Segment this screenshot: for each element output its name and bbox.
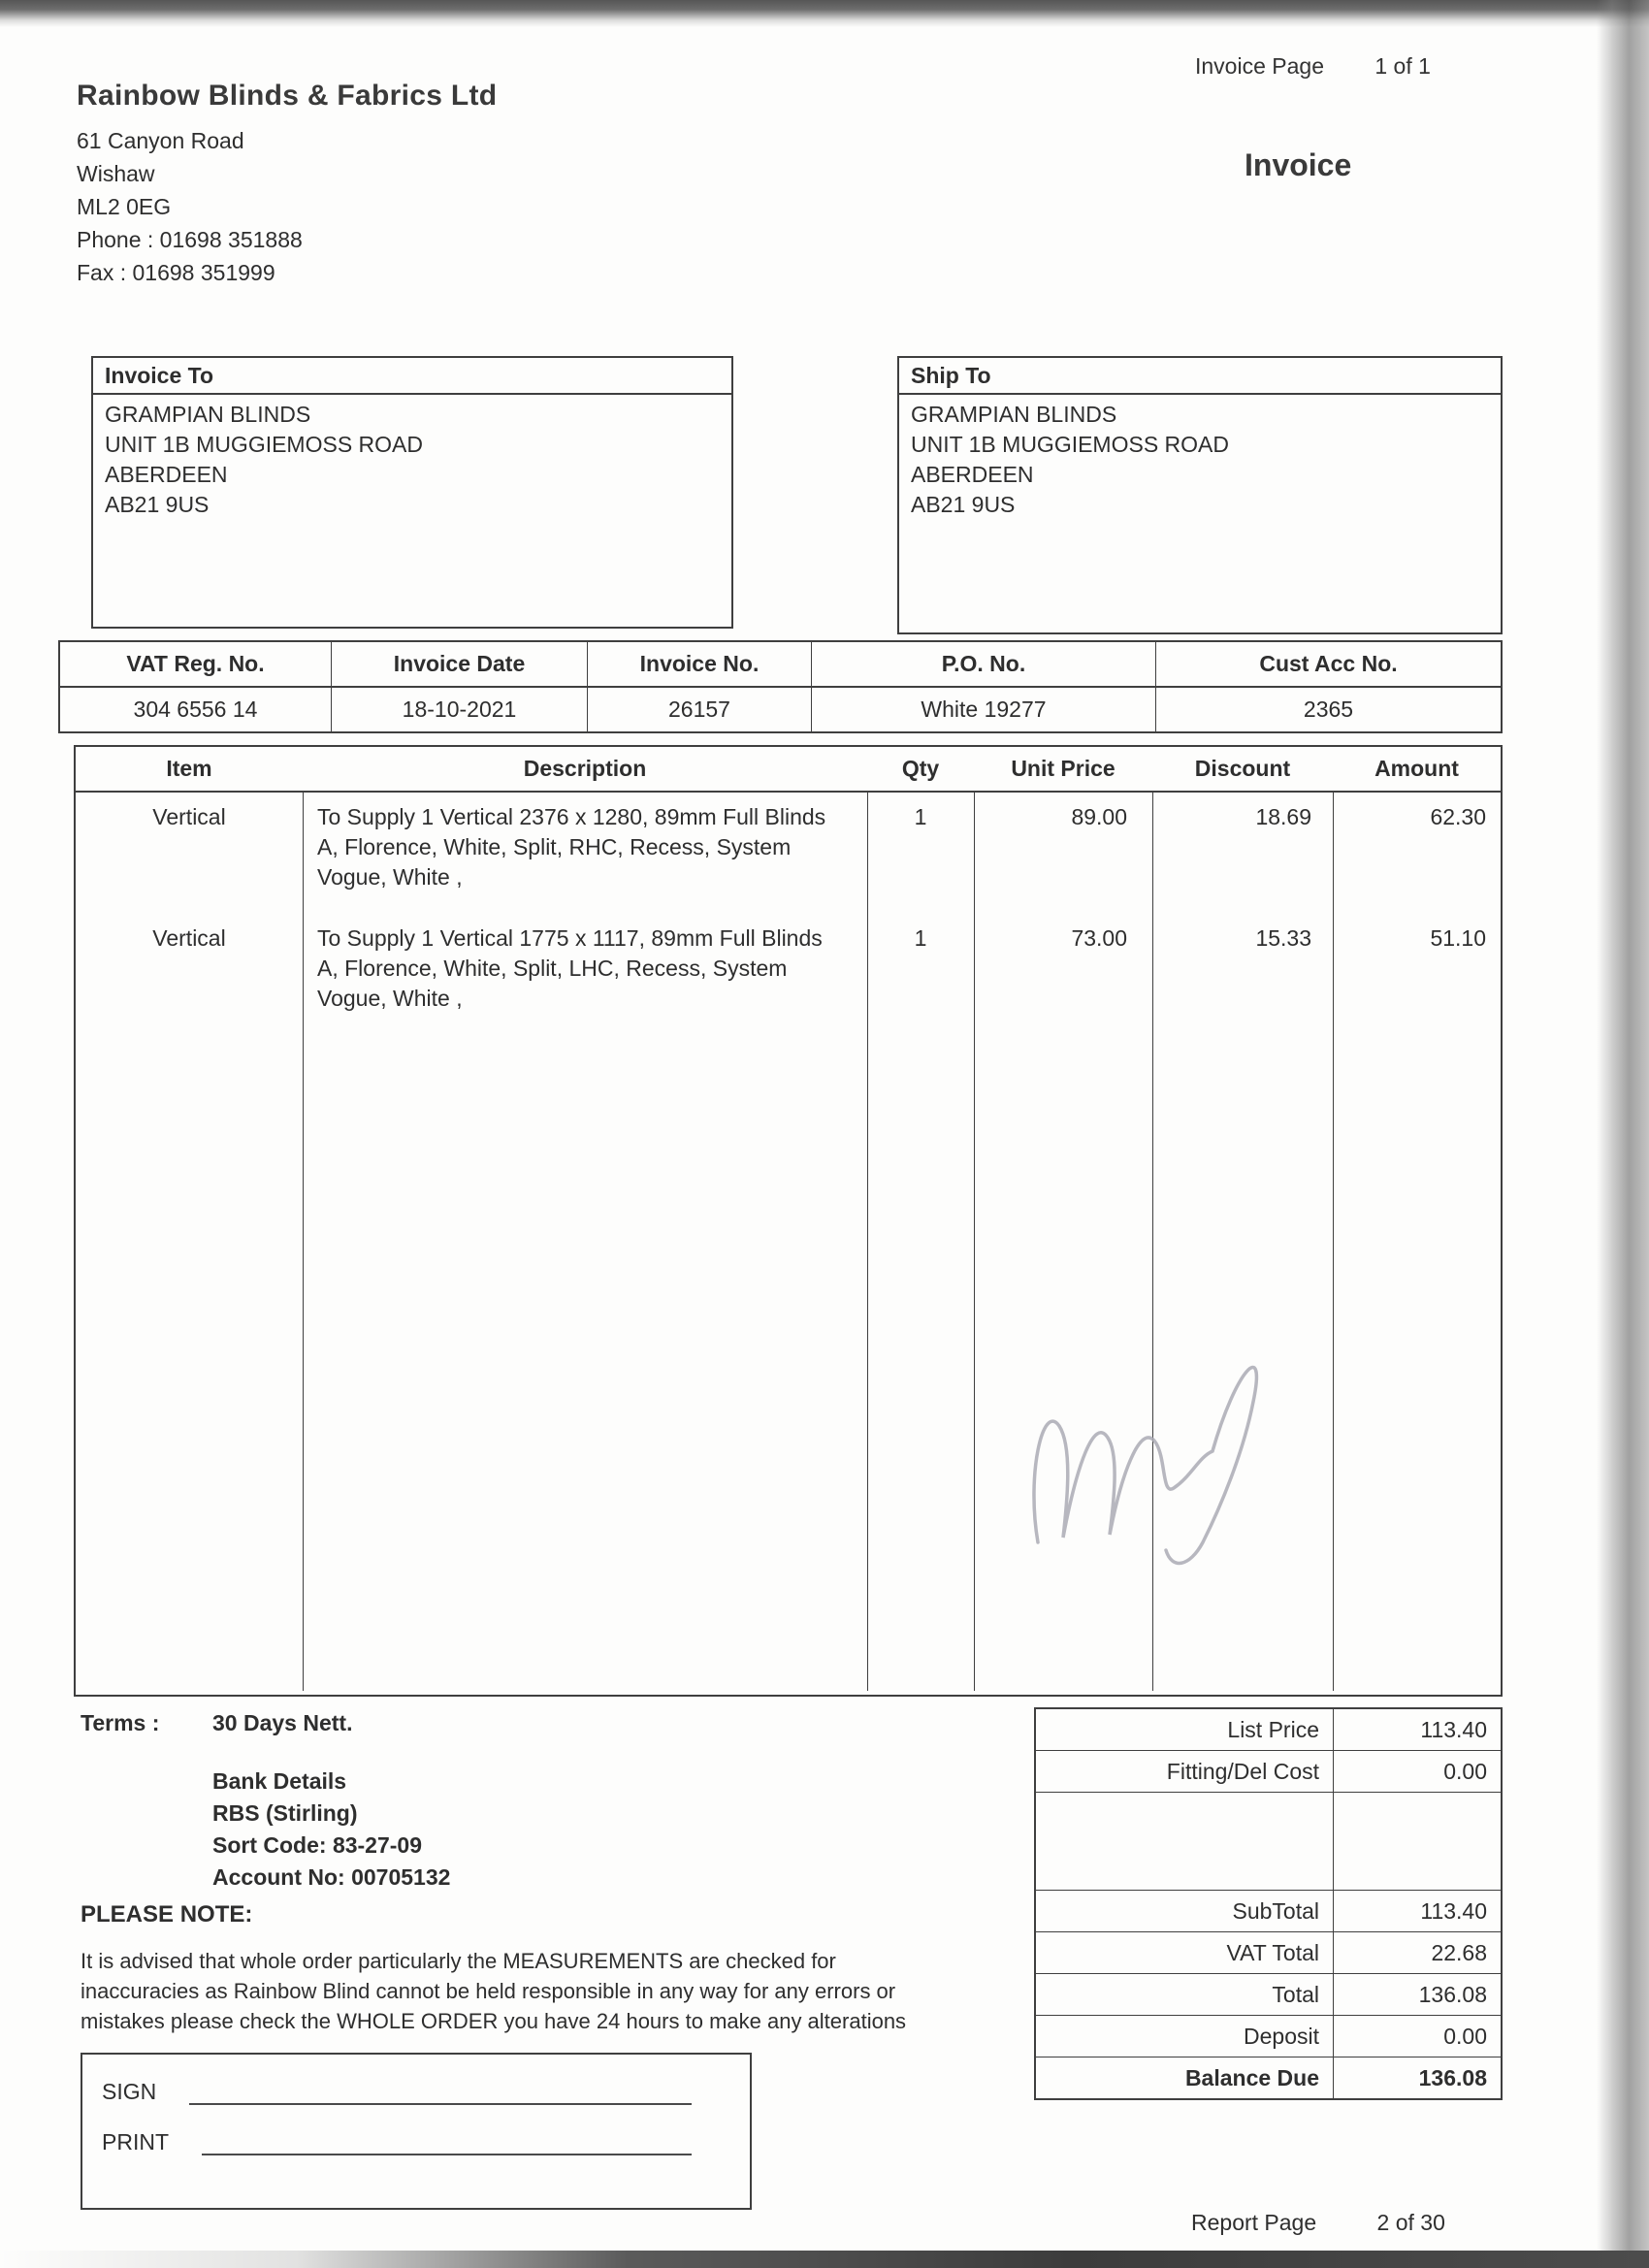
terms-label: Terms : [81, 1710, 160, 1735]
invoice-page-label: Invoice Page [1195, 53, 1324, 79]
header-item: Item [166, 756, 212, 781]
item-description: To Supply 1 Vertical 1775 x 1117, 89mm Full Blinds A, Florence, White, Split, LHC, Recess, System Vogue, White , [317, 925, 823, 1011]
scanner-edge-right [1597, 0, 1649, 2268]
print-line[interactable] [202, 2124, 692, 2155]
totals-label: Total [1036, 1974, 1334, 2015]
report-page-value: 2 of 30 [1376, 2210, 1445, 2235]
totals-row-vat-total [1036, 1932, 1501, 1974]
totals-label: SubTotal [1036, 1891, 1334, 1931]
totals-value: 136.08 [1418, 1982, 1487, 2007]
address-line: ABERDEEN [911, 462, 1034, 487]
totals-label: Fitting/Del Cost [1036, 1751, 1334, 1792]
totals-value: 113.40 [1420, 1717, 1487, 1742]
item-amount: 62.30 [1430, 804, 1486, 829]
invoice-details-header-row [60, 642, 1501, 688]
item-discount: 15.33 [1255, 925, 1311, 951]
header-po-no: P.O. No. [812, 642, 1156, 688]
totals-spacer-value [1334, 1793, 1501, 1890]
header-description: Description [523, 756, 647, 781]
totals-row-deposit [1036, 2016, 1501, 2057]
address-line: GRAMPIAN BLINDS [911, 402, 1117, 427]
address-line: AB21 9US [911, 492, 1016, 517]
terms-value: 30 Days Nett. [212, 1710, 353, 1735]
totals-spacer-label [1036, 1793, 1334, 1890]
invoice-details-table [58, 640, 1503, 733]
company-address-line: Wishaw [77, 161, 155, 186]
invoice-page-indicator [1195, 53, 1431, 80]
please-note-text [81, 1946, 992, 2036]
invoice-to-box [91, 356, 733, 629]
print-label: PRINT [102, 2129, 169, 2155]
totals-row-subtotal [1036, 1891, 1501, 1932]
item-description: To Supply 1 Vertical 2376 x 1280, 89mm Full Blinds A, Florence, White, Split, RHC, Recess, System Vogue, White , [317, 804, 826, 890]
totals-label: VAT Total [1036, 1932, 1334, 1973]
header-discount: Discount [1194, 756, 1291, 781]
sign-label: SIGN [102, 2079, 157, 2104]
item-discount: 18.69 [1255, 804, 1311, 829]
header-qty: Qty [901, 756, 940, 781]
handwritten-signature [999, 1310, 1290, 1581]
address-line: AB21 9US [105, 492, 210, 517]
item-unit-price: 89.00 [1071, 804, 1127, 829]
ship-to-address [899, 395, 1501, 525]
address-line: UNIT 1B MUGGIEMOSS ROAD [105, 432, 424, 457]
cust-acc-no-value: 2365 [1303, 697, 1354, 722]
scanner-edge-top [0, 0, 1649, 27]
totals-value: 0.00 [1443, 2024, 1487, 2049]
ship-to-box [897, 356, 1503, 634]
company-fax: Fax : 01698 351999 [77, 260, 275, 285]
address-line: UNIT 1B MUGGIEMOSS ROAD [911, 432, 1230, 457]
line-item-row [76, 914, 1501, 1023]
totals-label: List Price [1036, 1709, 1334, 1750]
company-name: Rainbow Blinds & Fabrics Ltd [77, 80, 498, 112]
company-address-line: 61 Canyon Road [77, 128, 244, 153]
invoice-to-label: Invoice To [93, 358, 731, 395]
header-cust-acc-no: Cust Acc No. [1156, 642, 1501, 688]
invoice-details-value-row [60, 688, 1501, 731]
bank-details-title: Bank Details [212, 1768, 347, 1794]
please-note-title: PLEASE NOTE: [81, 1901, 253, 1928]
sign-row [102, 2074, 692, 2105]
totals-row-fitting-del-cost [1036, 1751, 1501, 1793]
company-phone: Phone : 01698 351888 [77, 227, 303, 252]
report-page-label: Report Page [1191, 2210, 1317, 2235]
line-items-header-row [76, 747, 1501, 793]
header-unit-price: Unit Price [1011, 756, 1116, 781]
totals-value: 136.08 [1418, 2065, 1487, 2090]
item-qty: 1 [914, 804, 927, 829]
totals-label: Balance Due [1036, 2057, 1334, 2098]
header-vat-reg-no: VAT Reg. No. [60, 642, 332, 688]
print-row [102, 2124, 692, 2155]
totals-row-list-price [1036, 1709, 1501, 1751]
company-address [77, 124, 303, 289]
totals-value: 0.00 [1443, 1759, 1487, 1784]
totals-label: Deposit [1036, 2016, 1334, 2057]
item-qty: 1 [914, 925, 927, 951]
invoice-date-value: 18-10-2021 [332, 688, 588, 731]
line-item-row [76, 793, 1501, 902]
header-invoice-date: Invoice Date [332, 642, 588, 688]
item-amount: 51.10 [1430, 925, 1486, 951]
sign-print-box [81, 2053, 752, 2210]
address-line: GRAMPIAN BLINDS [105, 402, 311, 427]
invoice-no-value: 26157 [588, 688, 812, 731]
note-line: It is advised that whole order particularly the MEASUREMENTS are checked for [81, 1949, 836, 1973]
document-title: Invoice [1245, 147, 1352, 182]
vat-reg-no-value: 304 6556 14 [60, 688, 332, 731]
item-unit-price: 73.00 [1071, 925, 1127, 951]
bank-details [212, 1766, 450, 1894]
totals-box [1034, 1707, 1503, 2100]
totals-row-balance-due [1036, 2057, 1501, 2098]
totals-value: 113.40 [1420, 1898, 1487, 1924]
sign-line[interactable] [189, 2074, 692, 2105]
ship-to-label: Ship To [899, 358, 1501, 395]
invoice-page-value: 1 of 1 [1374, 53, 1431, 79]
totals-value: 22.68 [1431, 1940, 1487, 1965]
bank-sort-code: Sort Code: 83-27-09 [212, 1832, 423, 1858]
address-line: ABERDEEN [105, 462, 228, 487]
company-address-line: ML2 0EG [77, 194, 172, 219]
bank-name: RBS (Stirling) [212, 1800, 358, 1826]
totals-row-total [1036, 1974, 1501, 2016]
note-line: inaccuracies as Rainbow Blind cannot be held responsible in any way for any errors or [81, 1979, 896, 2003]
bank-account-no: Account No: 00705132 [212, 1864, 451, 1890]
totals-spacer-row [1036, 1793, 1501, 1891]
invoice-to-address [93, 395, 731, 525]
item-type: Vertical [152, 925, 226, 951]
po-no-value: White 19277 [812, 688, 1156, 731]
scanner-edge-bottom [0, 2251, 1649, 2268]
item-type: Vertical [152, 804, 226, 829]
header-invoice-no: Invoice No. [588, 642, 812, 688]
header-amount: Amount [1374, 756, 1459, 781]
report-page-indicator [1191, 2210, 1445, 2236]
note-line: mistakes please check the WHOLE ORDER you have 24 hours to make any alterations [81, 2009, 907, 2033]
